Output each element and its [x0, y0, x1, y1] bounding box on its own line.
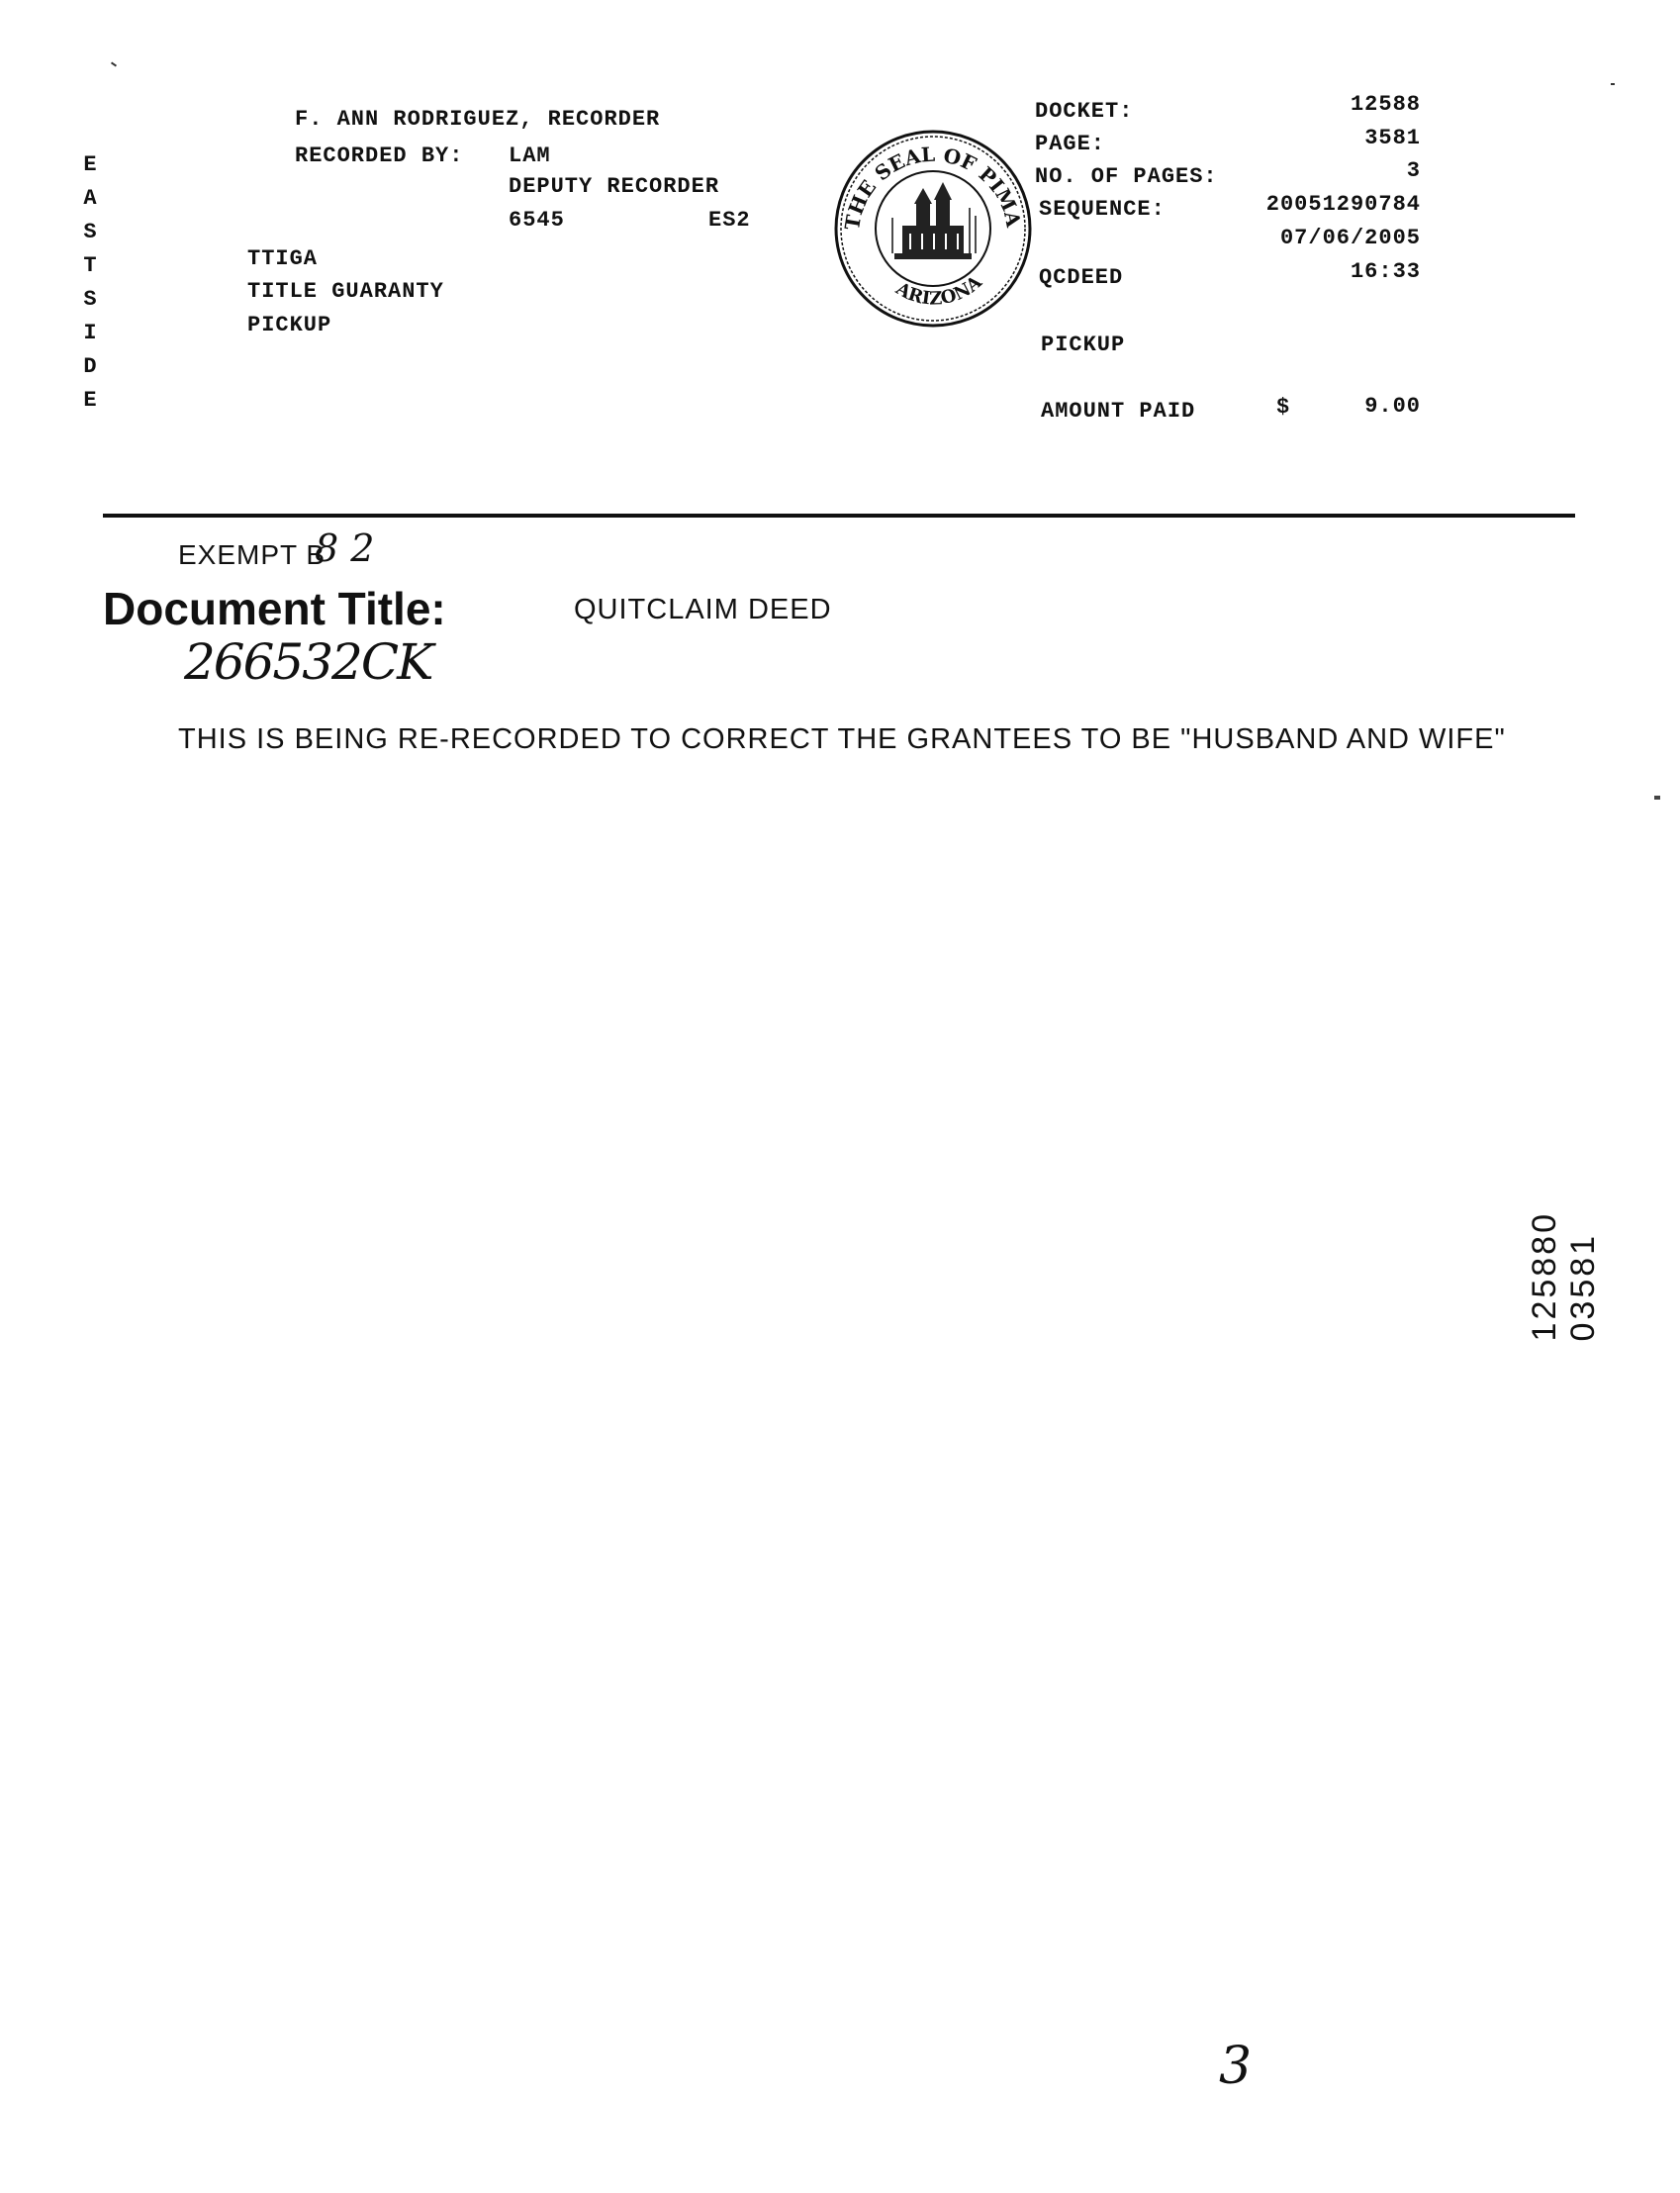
- pages-value: 3: [1406, 158, 1421, 183]
- code-b: ES2: [708, 208, 751, 233]
- side-letter: D: [83, 354, 97, 379]
- sequence-value: 20051290784: [1265, 192, 1421, 217]
- docket-label: DOCKET:: [1035, 99, 1134, 124]
- header-divider: [103, 514, 1575, 518]
- delivery-right: PICKUP: [1041, 333, 1126, 357]
- scan-speck: [1611, 83, 1615, 85]
- re-record-statement: THIS IS BEING RE-RECORDED TO CORRECT THE GRANTEES TO BE "HUSBAND AND WIFE": [178, 723, 1506, 755]
- side-letter: E: [83, 152, 97, 177]
- exempt-label: EXEMPT B: [178, 539, 327, 570]
- currency-symbol: $: [1276, 395, 1291, 420]
- code-a: 6545: [509, 208, 565, 233]
- exempt-handwritten: 8 2: [315, 526, 375, 570]
- seal-bottom-text: ARIZONA: [891, 271, 986, 310]
- page-mark-handwritten: 3: [1219, 2037, 1253, 2096]
- amount-paid-label: AMOUNT PAID: [1041, 399, 1196, 424]
- seal-graphic: [831, 127, 1035, 331]
- seal-top-text: THE SEAL OF PIMA: [840, 142, 1026, 233]
- page-value: 3581: [1364, 126, 1421, 150]
- scan-speck: [111, 61, 117, 66]
- side-letter: S: [83, 220, 97, 244]
- county-seal: [831, 127, 1035, 331]
- company-name: TITLE GUARANTY: [247, 279, 444, 304]
- pages-label: NO. OF PAGES:: [1035, 164, 1218, 189]
- record-time: 16:33: [1350, 259, 1421, 284]
- side-letter: T: [83, 253, 97, 278]
- document-title-label: Document Title:: [103, 583, 446, 634]
- handwritten-reference: 266532CK: [184, 633, 432, 691]
- company-code: TTIGA: [247, 246, 319, 271]
- amount-paid-value: 9.00: [1364, 394, 1421, 419]
- side-letter: S: [83, 287, 97, 312]
- margin-code: [1526, 1211, 1603, 1341]
- side-letter: I: [83, 321, 97, 345]
- svg-text:ARIZONA: [891, 271, 986, 310]
- sequence-label: SEQUENCE:: [1039, 197, 1166, 222]
- side-letter: A: [83, 186, 97, 211]
- page-label: PAGE:: [1035, 132, 1106, 156]
- docket-value: 12588: [1350, 92, 1421, 117]
- scan-speck: [1654, 796, 1660, 800]
- doc-type-code: QCDEED: [1039, 265, 1124, 290]
- document-title-value: QUITCLAIM DEED: [574, 594, 832, 625]
- margin-code-text: 125880 03581: [1526, 1211, 1602, 1342]
- side-letter: E: [83, 388, 97, 413]
- delivery-left: PICKUP: [247, 313, 332, 337]
- recorded-by-label: RECORDED BY:: [295, 143, 464, 168]
- record-date: 07/06/2005: [1279, 226, 1421, 250]
- recorder-name: F. ANN RODRIGUEZ, RECORDER: [295, 107, 661, 132]
- side-label-eastside: [79, 148, 101, 418]
- recorded-by-value: LAM: [509, 143, 551, 168]
- deputy-recorder: DEPUTY RECORDER: [509, 174, 720, 199]
